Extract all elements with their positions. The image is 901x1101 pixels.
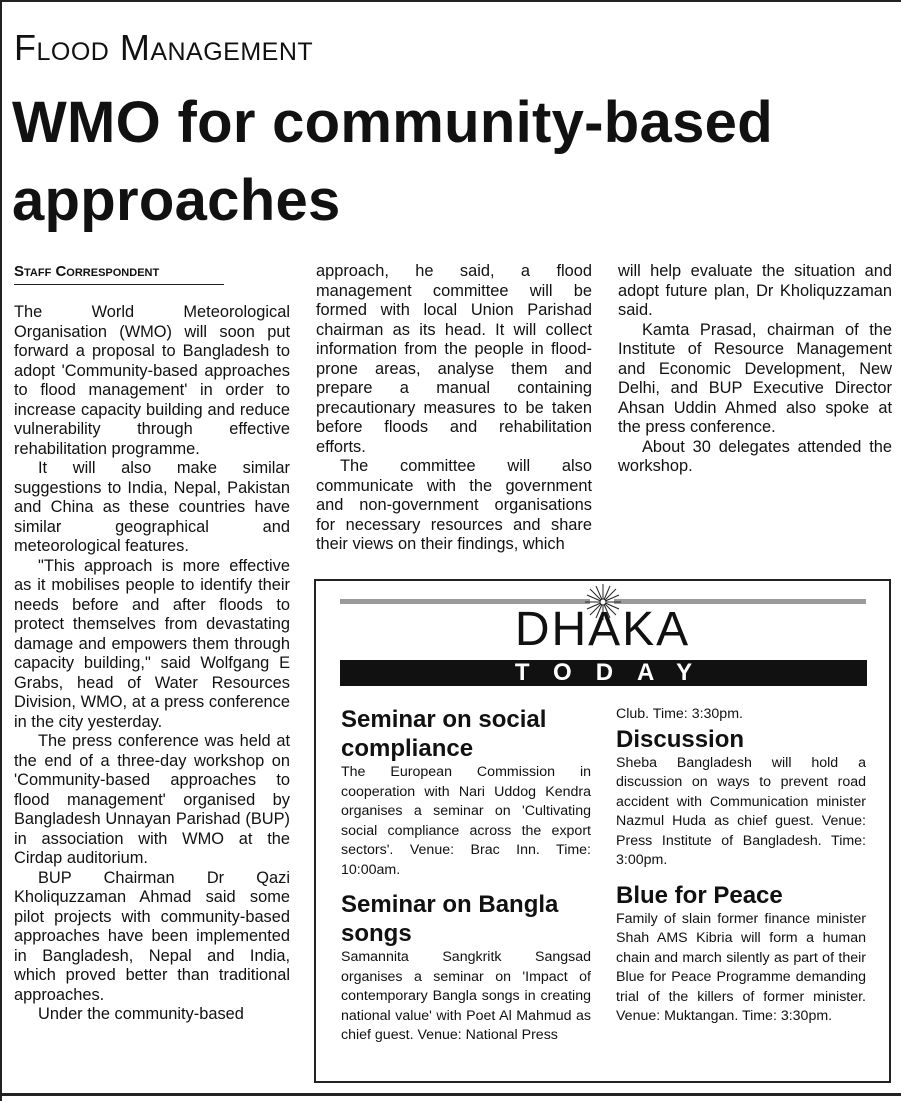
article-paragraph: The World Meteorological Organisation (WMO) will soon put forward a proposal to Bangladesh to adopt 'Community-based approaches to flood management' in order to increase capacity building and reduce vulnerability through effective rehabilitation programme. xyxy=(14,303,290,458)
events-column-1 xyxy=(341,705,591,1046)
article-paragraph: will help evaluate the situation and adopt future plan, Dr Kholiquzzaman said. xyxy=(618,262,892,319)
today-banner: TODAY xyxy=(340,660,867,686)
event-text: Family of slain former finance minister Shah AMS Kibria will form a human chain and march silently as part of their Blue for Peace Programme demanding trial of the killers of former minister. Venue: Muktangan. Time: 3:30pm. xyxy=(616,910,866,1024)
dhaka-today-box xyxy=(314,579,891,1083)
article-paragraph: The committee will also communicate with the government and non-government organisations for necessary resources and share their views on their findings, which xyxy=(316,457,592,553)
event-title: Seminar on Bangla songs xyxy=(341,891,559,947)
dhaka-logo: DHAKA xyxy=(514,603,691,656)
event-title: Blue for Peace xyxy=(616,881,783,909)
article-paragraph: The press conference was held at the end of a three-day workshop on 'Community-based approaches to flood management' organised by Bangladesh Unnayan Parishad (BUP) in association with WMO at the Cirdap auditorium. xyxy=(14,732,290,867)
article-paragraph: "This approach is more effective as it mobilises people to identify their needs before and after floods to protect themselves from devastating damage and empowers them through capacity building," said Wolfgang E Grabs, head of Water Resources Division, WMO, at a press conference in the city yesterday. xyxy=(14,556,290,731)
article-paragraph: About 30 delegates attended the workshop. xyxy=(618,437,892,475)
page-border-left xyxy=(0,0,2,1101)
event-text: The European Commission in cooperation with Nari Uddog Kendra organises a seminar on 'Cultivating social compliance across the export sectors'. Venue: Brac Inn. Time: 10:00am. xyxy=(341,764,591,878)
event-title: Discussion xyxy=(616,725,745,753)
article-column-1 xyxy=(14,303,290,1025)
article-column-2 xyxy=(316,262,592,555)
event-text: Sheba Bangladesh will hold a discussion on ways to prevent road accident with Communication minister Nazmul Huda as chief guest. Venue: Press Institute of Bangladesh. Time: 3:00pm. xyxy=(616,754,866,868)
headline: WMO for community-based approaches xyxy=(12,90,773,233)
event-text-continuation: Club. Time: 3:30pm. xyxy=(616,706,743,722)
article-paragraph: Under the community-based xyxy=(38,1005,244,1023)
event-title: Seminar on social compliance xyxy=(341,706,547,762)
article-paragraph: approach, he said, a flood management committee will be formed with local Union Parishad chairman as its head. It will collect information from the people in flood-prone areas, analyse them and prepare a manual containing precautionary measures to be taken before floods and rehabilitation efforts. xyxy=(316,262,592,456)
article-paragraph: BUP Chairman Dr Qazi Kholiquzzaman Ahmad said some pilot projects with community-based approaches have been implemented in Bangladesh, Nepal and India, which proved better than traditional approaches. xyxy=(14,868,290,1004)
events-column-2 xyxy=(616,705,866,1027)
page-border-top xyxy=(0,0,901,2)
article-column-3 xyxy=(618,262,892,477)
byline: Staff Correspondent xyxy=(14,262,224,285)
section-label: Flood Management xyxy=(14,27,314,68)
article-paragraph: It will also make similar suggestions to India, Nepal, Pakistan and China as these countries have similar geographical and meteorological features. xyxy=(14,459,290,555)
event-text: Samannita Sangkritk Sangsad organises a seminar on 'Impact of contemporary Bangla songs in creating national value' with Poet Al Mahmud as chief guest. Venue: National Press xyxy=(341,949,591,1043)
article-paragraph: Kamta Prasad, chairman of the Institute of Resource Management and Economic Development, New Delhi, and BUP Executive Director Ahsan Uddin Ahmed also spoke at the press conference. xyxy=(618,320,892,436)
page-border-bottom xyxy=(0,1093,901,1096)
